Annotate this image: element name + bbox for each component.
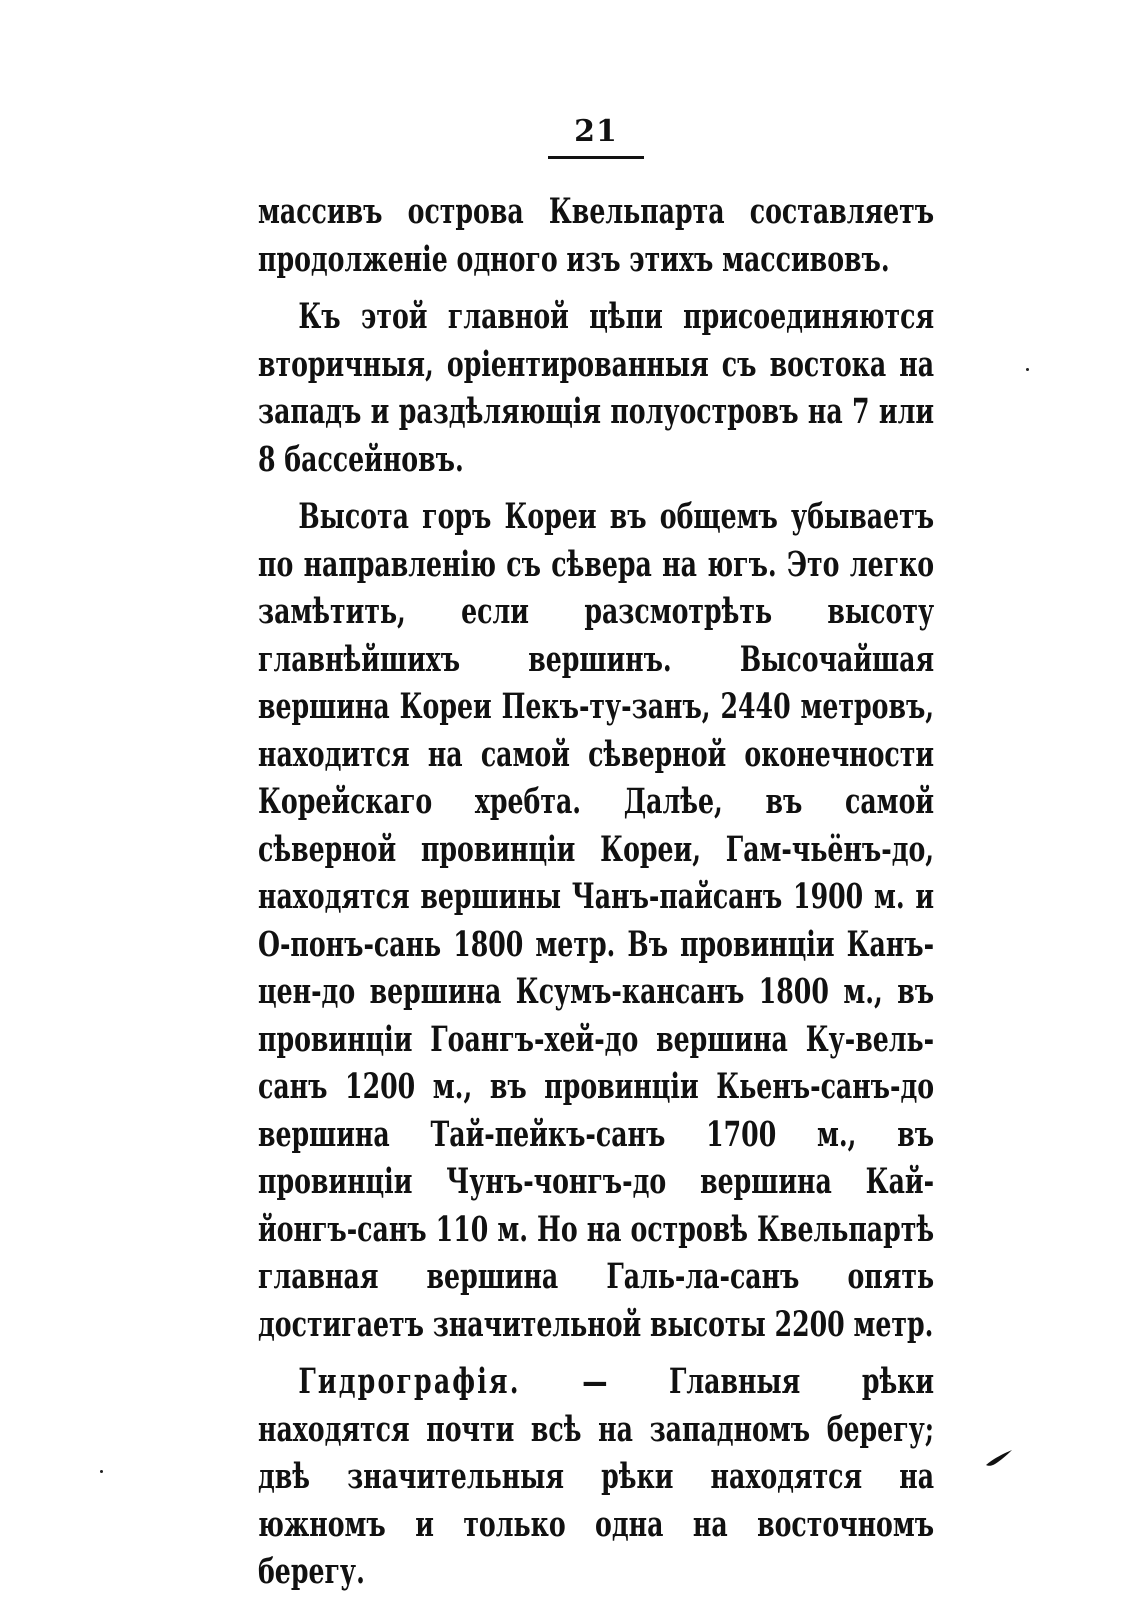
paragraph-1-text: массивъ острова Квельпарта составляетъ продолженіе одного изъ этихъ массивовъ. [258,191,935,280]
page-number-rule [548,156,644,159]
paragraph-3-text: Высота горъ Кореи въ общемъ убываетъ по направленію съ сѣвера на югъ. Это легко замѣтить, если разсмотрѣть высоту главнѣйшихъ вершинъ. Высочайшая вершина Кореи Пекъ-ту-занъ, 2440 метровъ, находится на самой сѣверной оконечности Корейскаго хребта. Далѣе, въ самой сѣверной провинціи Кореи, Гам-чьёнъ-до, находятся вершины Чанъ-пайсанъ 1900 м. и О-понъ-сань 1800 метр. Въ провинціи Канъ-цен-до вершина Ксумъ-кансанъ 1800 м., въ провинціи Гоангъ-хей-до вершина Ку-вель-санъ 1200 м., въ провинціи Кьенъ-санъ-до вершина Тай-пейкъ-санъ 1700 м., въ провинціи Чунъ-чонгъ-до вершина Кай-йонгъ-санъ 110 м. Но на островѣ Квельпартѣ главная вершина Галь-ла-санъ опять достигаетъ значительной высоты 2200 метр. [258,496,935,1345]
body-text [258,188,935,1606]
scan-speck [1026,368,1029,371]
section-heading-hydrography: Гидрографія. [298,1361,521,1402]
paragraph-1 [258,188,934,283]
paragraph-3 [258,493,934,1348]
paragraph-2 [258,293,934,483]
scan-speck [100,1470,103,1473]
page-number: 21 [574,114,618,149]
paragraph-4-text: — Главныя рѣки находятся почти всѣ на западномъ берегу; двѣ значительныя рѣки находятся на южномъ и только одна на восточномъ берегу. [258,1361,935,1592]
paragraph-2-text: Къ этой главной цѣпи присоединяются вторичныя, оріентированныя съ востока на западъ и раздѣляющія полуостровъ на 7 или 8 бассейновъ. [258,296,935,480]
printer-mark-icon [984,1448,1014,1468]
paragraph-4 [258,1358,934,1596]
